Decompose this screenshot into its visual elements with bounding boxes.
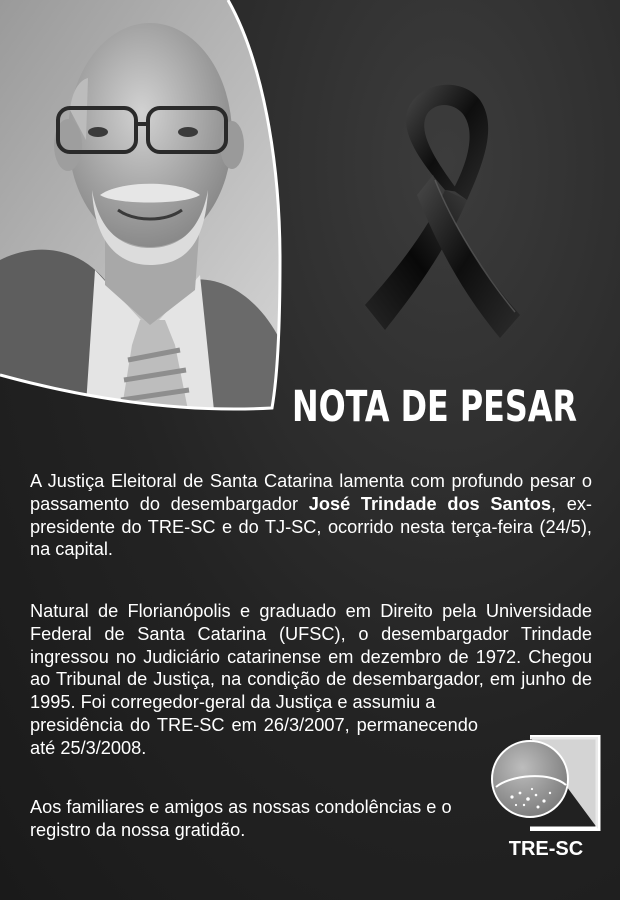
paragraph-2-end: presidência do TRE-SC em 26/3/2007, permanecendo até 25/3/2008. <box>30 714 478 758</box>
mourning-ribbon-icon <box>355 80 530 345</box>
logo-label: TRE-SC <box>508 838 584 860</box>
paragraph-1-rest: , ex-presidente do TRE-SC e do TJ-SC, ocorrido nesta terça-feira (24/5), na capital. <box>30 493 592 560</box>
paragraph-1-intro: A Justiça Eleitoral de Santa Catarina lamenta com profundo pesar o passamento do desembargador <box>30 471 592 514</box>
portrait-photo <box>0 0 290 420</box>
deceased-name: José Trindade dos Santos <box>308 493 551 514</box>
tre-sc-logo <box>490 735 602 831</box>
paragraph-2-main: Natural de Florianópolis e graduado em Direito pela Universidade Federal de Santa Catarina (UFSC), o desembargador Trindade ingressou no Judiciário catarinense em dezembro de 1972. Chegou ao Tribunal de Justiça, na condição de desembargador, em junho de 1995. Foi corregedor-geral da Justiça e assumiu a <box>30 601 592 713</box>
paragraph-1 <box>30 470 592 561</box>
page-title: NOTA DE PESAR <box>292 382 577 432</box>
paragraph-3: Aos familiares e amigos as nossas condolências e o registro da nossa gratidão. <box>30 797 452 840</box>
